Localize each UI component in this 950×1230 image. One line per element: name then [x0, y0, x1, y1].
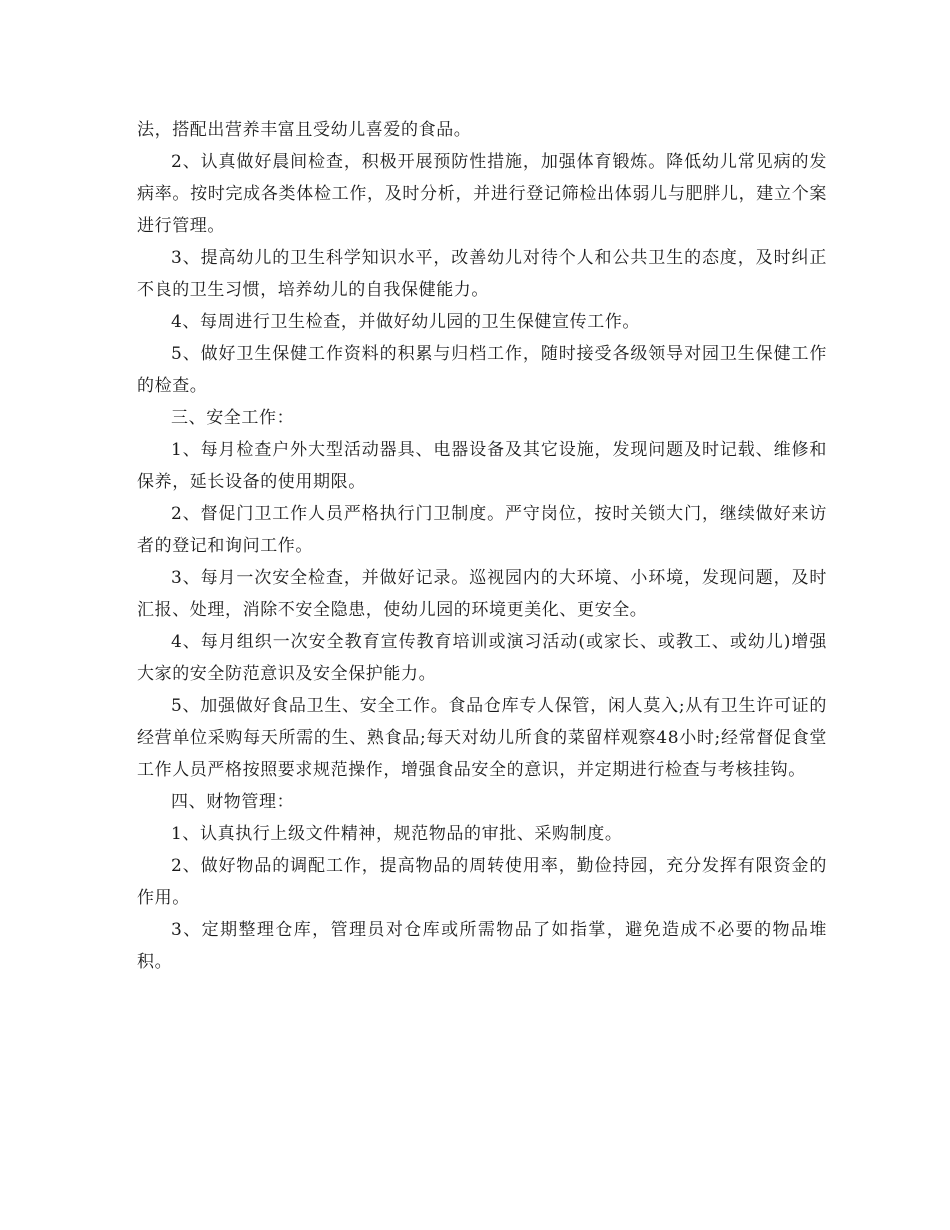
section-heading-safety: 三、安全工作： [171, 408, 295, 428]
paragraph-safety-5: 5、加强做好食品卫生、安全工作。食品仓库专人保管，闲人莫入;从有卫生许可证的经营单位采购每天所需的生、熟食品;每天对幼儿所食的菜留样观察48小时;经常督促食堂工作人员严格按照要求规范操作，增强食品安全的意识，并定期进行检查与考核挂钩。 [137, 696, 827, 780]
paragraph-safety-3: 3、每月一次安全检查，并做好记录。巡视园内的大环境、小环境，发现问题，及时汇报、处理，消除不安全隐患，使幼儿园的环境更美化、更安全。 [137, 568, 827, 620]
paragraph-continuation: 法，搭配出营养丰富且受幼儿喜爱的食品。 [137, 120, 472, 140]
paragraph-property-1: 1、认真执行上级文件精神，规范物品的审批、采购制度。 [171, 824, 623, 844]
paragraph-property-3: 3、定期整理仓库，管理员对仓库或所需物品了如指掌，避免造成不必要的物品堆积。 [137, 920, 827, 972]
paragraph-safety-2: 2、督促门卫工作人员严格执行门卫制度。严守岗位，按时关锁大门，继续做好来访者的登记和询问工作。 [137, 504, 827, 556]
document-body [137, 114, 827, 978]
paragraph-health-4: 4、每周进行卫生检查，并做好幼儿园的卫生保健宣传工作。 [171, 312, 641, 332]
paragraph-safety-4: 4、每月组织一次安全教育宣传教育培训或演习活动(或家长、或教工、或幼儿)增强大家的安全防范意识及安全保护能力。 [137, 632, 827, 684]
paragraph-health-5: 5、做好卫生保健工作资料的积累与归档工作，随时接受各级领导对园卫生保健工作的检查。 [137, 344, 827, 396]
paragraph-property-2: 2、做好物品的调配工作，提高物品的周转使用率，勤俭持园，充分发挥有限资金的作用。 [137, 856, 827, 908]
section-heading-property: 四、财物管理： [171, 792, 295, 812]
paragraph-safety-1: 1、每月检查户外大型活动器具、电器设备及其它设施，发现问题及时记载、维修和保养，延长设备的使用期限。 [137, 440, 827, 492]
paragraph-health-2: 2、认真做好晨间检查，积极开展预防性措施，加强体育锻炼。降低幼儿常见病的发病率。按时完成各类体检工作，及时分析，并进行登记筛检出体弱儿与肥胖儿，建立个案进行管理。 [137, 152, 827, 236]
paragraph-health-3: 3、提高幼儿的卫生科学知识水平，改善幼儿对待个人和公共卫生的态度，及时纠正不良的卫生习惯，培养幼儿的自我保健能力。 [137, 248, 827, 300]
